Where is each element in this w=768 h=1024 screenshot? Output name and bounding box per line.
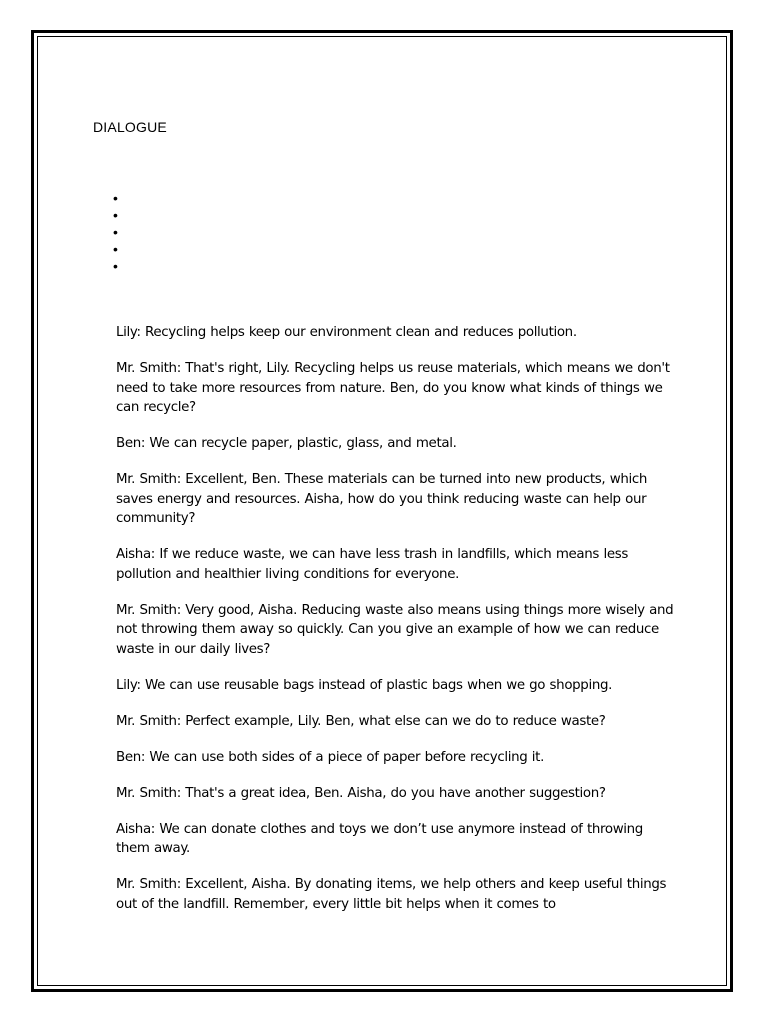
dialogue-line: Ben: We can recycle paper, plastic, glass, and metal. — [116, 436, 457, 451]
bullet-item — [113, 258, 118, 275]
dialogue-line: Aisha: We can donate clothes and toys we don’t use anymore instead of throwing them away. — [116, 821, 643, 856]
document-heading: DIALOGUE — [93, 119, 167, 135]
dialogue-line: Lily: Recycling helps keep our environment clean and reduces pollution. — [116, 325, 577, 340]
bullet-item — [113, 224, 118, 241]
dialogue-line: Lily: We can use reusable bags instead of plastic bags when we go shopping. — [116, 677, 613, 693]
bullet-item — [113, 241, 118, 258]
dialogue-line: Mr. Smith: That's right, Lily. Recycling helps us reuse materials, which means we don't need to take more resources from nature. Ben, do you know what kinds of things we can recycle? — [116, 361, 670, 415]
dialogue-line: Mr. Smith: Excellent, Ben. These materials can be turned into new products, which saves energy and resources. Aisha, how do you think reducing waste can help our community? — [116, 472, 648, 526]
bullet-item — [113, 207, 118, 224]
dialogue-line: Mr. Smith: Very good, Aisha. Reducing waste also means using things more wisely and not throwing them away so quickly. Can you give an example of how we can reduce waste in our daily lives? — [116, 602, 674, 657]
dialogue-line: Mr. Smith: That's a great idea, Ben. Aisha, do you have another suggestion? — [116, 785, 606, 801]
dialogue-body — [116, 323, 676, 931]
bullet-list — [113, 190, 118, 275]
dialogue-line: Ben: We can use both sides of a piece of paper before recycling it. — [116, 749, 544, 765]
bullet-item — [113, 190, 118, 207]
dialogue-line: Mr. Smith: Excellent, Aisha. By donating items, we help others and keep useful things out of the landfill. Remember, every little bit helps when it comes to — [116, 877, 667, 912]
dialogue-line: Aisha: If we reduce waste, we can have less trash in landfills, which means less pollution and healthier living conditions for everyone. — [116, 547, 628, 582]
dialogue-line: Mr. Smith: Perfect example, Lily. Ben, what else can we do to reduce waste? — [116, 713, 606, 729]
